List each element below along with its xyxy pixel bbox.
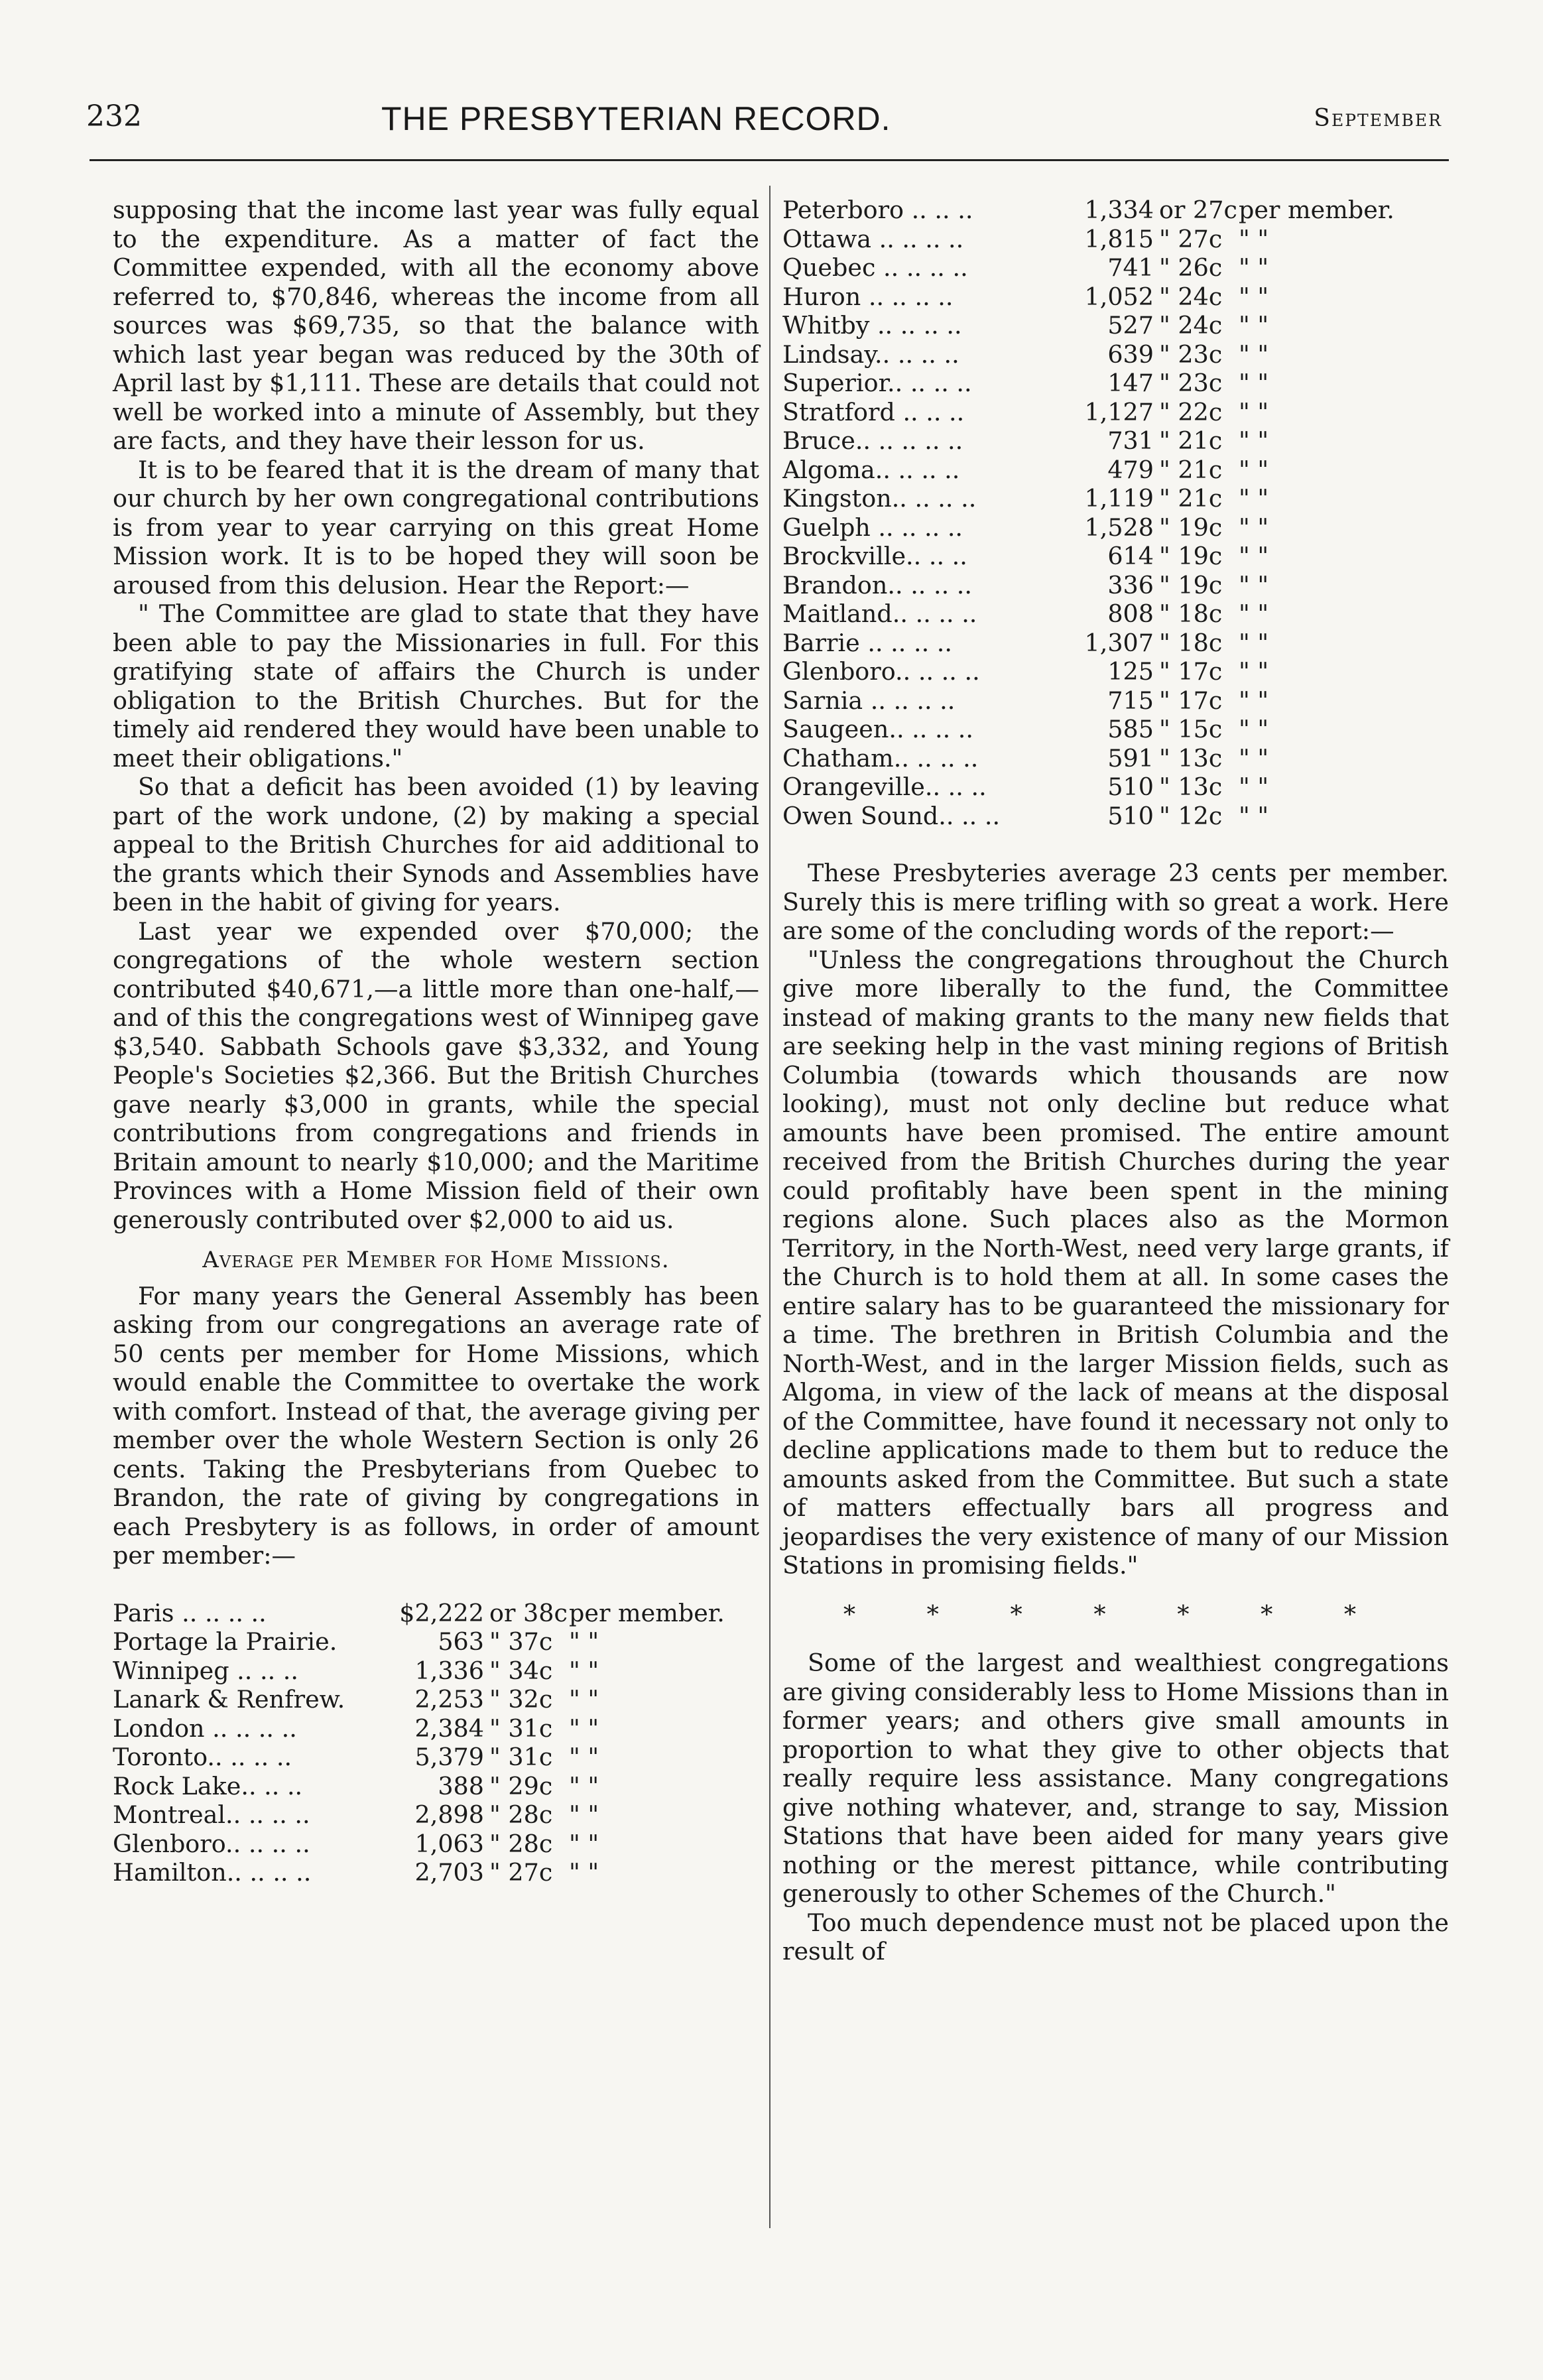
table-row [782,253,1449,282]
presbytery-name: Winnipeg .. .. .. [113,1656,298,1685]
rate-cell: " 21c [1159,484,1223,513]
table-row [782,225,1449,254]
per-member-cell: " " [569,1685,599,1714]
amount-cell: 1,052 [1084,282,1154,311]
table-row [113,1714,759,1743]
presbytery-name: Peterboro .. .. .. [782,196,973,224]
presbytery-name: Maitland.. .. .. .. [782,599,977,628]
rate-cell: " 19c [1159,570,1223,599]
rate-cell: " 24c [1159,282,1223,311]
presbytery-name: London .. .. .. .. [113,1714,297,1743]
rate-cell: " 21c [1159,426,1223,455]
per-member-cell: " " [1239,599,1269,628]
amount-cell: 510 [1107,773,1154,801]
per-member-cell: " " [569,1858,599,1887]
amount-cell: 1,119 [1084,484,1154,513]
per-member-cell: " " [1239,484,1269,513]
presbytery-name: Kingston.. .. .. .. [782,484,977,513]
presbytery-name: Whitby .. .. .. .. [782,311,962,340]
presbytery-name: Brandon.. .. .. .. [782,570,973,599]
table-row [782,196,1449,225]
rate-cell: " 19c [1159,542,1223,570]
amount-cell: 336 [1107,570,1154,599]
presbytery-name: Lindsay.. .. .. .. [782,340,959,369]
presbytery-name: Huron .. .. .. .. [782,282,954,311]
journal-title: THE PRESBYTERIAN RECORD. [381,100,891,137]
table-row [782,629,1449,658]
rate-cell: " 12c [1159,801,1223,830]
table-row [782,426,1449,456]
amount-cell: $2,222 [399,1598,484,1627]
paragraph: For many years the General Assembly has been asking from our congregations an average rate of 50 cents per member for Home Missions, which would enable the Committee to overtake the work with comfort. Instead of that, the average giving per member over the whole Western Section is only 26 cents. Taking the Presbyterians from Quebec to Brandon, the rate of giving by congregations in each Presbytery is as follows, in order of amount per member:— [113,1281,759,1570]
presbytery-name: Montreal.. .. .. .. [113,1800,310,1829]
per-member-cell: " " [1239,397,1269,426]
presbytery-name: Rock Lake.. .. .. [113,1771,303,1800]
rate-cell: " 17c [1159,686,1223,715]
amount-cell: 591 [1107,743,1154,773]
per-member-cell: " " [1239,657,1269,686]
rate-cell: " 37c [489,1627,553,1656]
table-row [782,744,1449,773]
table-row [782,599,1449,629]
per-member-cell: " " [1239,686,1269,715]
rate-cell: " 13c [1159,773,1223,801]
amount-cell: 527 [1107,311,1154,340]
paragraph: Last year we expended over $70,000; the congregations of the whole western section contributed $40,671,—a little more than one-half,—and of this the congregations west of Winnipeg gave $3,540. Sabbath Schools gave $3,332, and Young People's Societies $2,366. But the British Churches gave nearly $3,000 in grants, while the special contributions from congregations and friends in Britain amount to nearly $10,000; and the Maritime Provinces with a Home Mission field of their own generously contributed over $2,000 to aid us. [113,916,759,1234]
table-row [782,456,1449,485]
rate-cell: " 26c [1159,253,1223,282]
rate-cell: " 13c [1159,743,1223,773]
amount-cell: 388 [438,1771,484,1800]
section-break: * * * * * * * [843,1599,1389,1629]
rate-cell: " 31c [489,1714,553,1743]
presbytery-name: Barrie .. .. .. .. [782,628,952,657]
rate-cell: " 32c [489,1685,553,1714]
per-member-cell: " " [569,1829,599,1858]
amount-cell: 510 [1107,801,1154,830]
presbytery-name: Superior.. .. .. .. [782,369,972,397]
rate-cell: or 27c [1159,196,1237,224]
section-heading: Average per Member for Home Missions. [202,1247,670,1273]
per-member-cell: per member. [1239,196,1394,224]
column-divider [769,186,771,2228]
per-member-cell: " " [1239,773,1269,801]
presbytery-name: Lanark & Renfrew. [113,1685,345,1714]
presbytery-name: Chatham.. .. .. .. [782,743,979,773]
table-row [782,686,1449,716]
rate-cell: " 19c [1159,513,1223,542]
rate-cell: " 17c [1159,657,1223,686]
amount-cell: 1,336 [414,1656,484,1685]
amount-cell: 563 [438,1627,484,1656]
amount-cell: 731 [1107,426,1154,455]
table-row [782,340,1449,369]
paragraph: It is to be feared that it is the dream of many that our church by her own congregational contributions is from year to year carrying on this great Home Mission work. It is to be hoped they will soon be aroused from this delusion. Hear the Report:— [113,455,759,599]
table-row [782,657,1449,686]
per-member-cell: " " [1239,311,1269,340]
table-row [113,1830,759,1859]
rate-cell: " 27c [1159,224,1223,253]
amount-cell: 1,334 [1084,196,1154,224]
presbytery-name: Orangeville.. .. .. [782,773,987,801]
rate-cell: " 15c [1159,715,1223,743]
presbytery-name: Ottawa .. .. .. .. [782,224,964,253]
table-row [782,484,1449,513]
amount-cell: 2,898 [414,1800,484,1829]
table-row [782,311,1449,340]
per-member-cell: " " [569,1771,599,1800]
header-rule [90,159,1449,161]
per-member-cell: " " [1239,542,1269,570]
per-member-cell: " " [1239,253,1269,282]
amount-cell: 1,307 [1084,628,1154,657]
presbytery-name: Glenboro.. .. .. .. [113,1829,310,1858]
presbytery-table [782,196,1449,830]
amount-cell: 741 [1107,253,1154,282]
per-member-cell: " " [1239,570,1269,599]
amount-cell: 585 [1107,715,1154,743]
per-member-cell: " " [1239,715,1269,743]
presbytery-name: Brockville.. .. .. [782,542,967,570]
rate-cell: " 28c [489,1800,553,1829]
table-row [782,802,1449,831]
amount-cell: 1,528 [1084,513,1154,542]
table-row [113,1743,759,1772]
table-row [782,571,1449,600]
presbytery-name: Owen Sound.. .. .. [782,801,1001,830]
amount-cell: 2,703 [414,1858,484,1887]
page-header [76,99,1455,153]
rate-cell: " 29c [489,1771,553,1800]
paragraph: These Presbyteries average 23 cents per member. Surely this is mere trifling with so great a work. Here are some of the concluding words of the report:— [782,859,1449,945]
presbytery-name: Guelph .. .. .. .. [782,513,963,542]
rate-cell: " 27c [489,1858,553,1887]
table-row [113,1657,759,1686]
rate-cell: " 23c [1159,340,1223,369]
amount-cell: 614 [1107,542,1154,570]
per-member-cell: " " [569,1800,599,1829]
per-member-cell: " " [1239,282,1269,311]
presbytery-name: Toronto.. .. .. .. [113,1743,292,1771]
rate-cell: " 28c [489,1829,553,1858]
paragraph: Some of the largest and wealthiest congregations are giving considerably less to Home Missions than in former years; and others give small amounts in proportion to what they give to other objects that really require less assistance. Many congregations give nothing whatever, and, strange to say, Mission Stations that have been aided for many years give nothing or the merest pittance, while contributing generously to other Schemes of the Church." [782,1649,1449,1908]
presbytery-name: Quebec .. .. .. .. [782,253,968,282]
table-row [113,1772,759,1801]
right-column [782,196,1449,1966]
presbytery-name: Sarnia .. .. .. .. [782,686,956,715]
table-row [113,1599,759,1628]
table-row [113,1858,759,1887]
table-row [113,1685,759,1714]
amount-cell: 5,379 [414,1743,484,1771]
amount-cell: 1,063 [414,1829,484,1858]
table-row [782,282,1449,312]
per-member-cell: " " [1239,426,1269,455]
amount-cell: 715 [1107,686,1154,715]
rate-cell: " 31c [489,1743,553,1771]
presbytery-name: Bruce.. .. .. .. .. [782,426,963,455]
amount-cell: 1,127 [1084,397,1154,426]
rate-cell: " 21c [1159,455,1223,484]
per-member-cell: " " [569,1714,599,1743]
issue-month: September [1314,105,1442,132]
table-row [782,369,1449,398]
table-row [782,398,1449,427]
per-member-cell: " " [1239,628,1269,657]
per-member-cell: " " [1239,224,1269,253]
paragraph: "Unless the congregations throughout the Church give more liberally to the fund, the Committee instead of making grants to the many new fields that are seeking help in the vast mining regions of British Columbia (towards which thousands are now looking), must not only decline but reduce what amounts have been promised. The entire amount received from the British Churches during the year could profitably have been spent in the mining regions alone. Such places also as the Mormon Territory, in the North-West, need very large grants, if the Church is to hold them at all. In some cases the entire salary has to be guaranteed the missionary for a time. The brethren in British Columbia and the North-West, and in the larger Mission fields, such as Algoma, in view of the lack of means at the disposal of the Committee, have found it necessary not only to decline applications made to them but to reduce the amounts asked from the Committee. But such a state of matters effectually bars all progress and jeopardises the very existence of many of our Mission Stations in promising fields." [782,945,1449,1580]
per-member-cell: " " [569,1627,599,1656]
presbytery-name: Stratford .. .. .. [782,397,965,426]
table-row [113,1800,759,1830]
table-row [782,773,1449,802]
amount-cell: 808 [1107,599,1154,628]
presbytery-name: Paris .. .. .. .. [113,1598,267,1627]
amount-cell: 1,815 [1084,224,1154,253]
left-column [113,196,759,1887]
rate-cell: or 38c [489,1598,568,1627]
presbytery-table [113,1599,759,1887]
per-member-cell: " " [1239,801,1269,830]
presbytery-name: Hamilton.. .. .. .. [113,1858,312,1887]
rate-cell: " 18c [1159,599,1223,628]
per-member-cell: " " [1239,513,1269,542]
paragraph: supposing that the income last year was fully equal to the expenditure. As a matter of fact the Committee expended, with all the economy above referred to, $70,846, whereas the income from all sources was $69,735, so that the balance with which last year began was reduced by the 30th of April last by $1,111. These are details that could not well be worked into a minute of Assembly, but they are facts, and they have their lesson for us. [113,196,759,455]
amount-cell: 125 [1107,657,1154,686]
rate-cell: " 24c [1159,311,1223,340]
per-member-cell: " " [1239,369,1269,397]
table-row [782,513,1449,542]
rate-cell: " 22c [1159,397,1223,426]
rate-cell: " 34c [489,1656,553,1685]
amount-cell: 2,253 [414,1685,484,1714]
presbytery-name: Algoma.. .. .. .. [782,455,960,484]
rate-cell: " 18c [1159,628,1223,657]
presbytery-name: Glenboro.. .. .. .. [782,657,980,686]
presbytery-name: Portage la Prairie. [113,1627,338,1656]
table-row [782,715,1449,744]
page-number: 232 [86,99,142,133]
per-member-cell: " " [1239,743,1269,773]
rate-cell: " 23c [1159,369,1223,397]
per-member-cell: " " [569,1743,599,1771]
amount-cell: 2,384 [414,1714,484,1743]
amount-cell: 479 [1107,455,1154,484]
amount-cell: 147 [1107,369,1154,397]
table-row [782,542,1449,571]
per-member-cell: " " [1239,340,1269,369]
per-member-cell: " " [569,1656,599,1685]
per-member-cell: per member. [569,1598,725,1627]
per-member-cell: " " [1239,455,1269,484]
table-row [113,1627,759,1657]
paragraph: So that a deficit has been avoided (1) by leaving part of the work undone, (2) by making a special appeal to the British Churches for aid additional to the grants which their Synods and Assemblies have been in the habit of giving for years. [113,773,759,916]
paragraph: Too much dependence must not be placed upon the result of [782,1908,1449,1966]
paragraph: " The Committee are glad to state that they have been able to pay the Missionaries in full. For this gratifying state of affairs the Church is under obligation to the British Churches. But for the timely aid rendered they would have been unable to meet their obligations." [113,599,759,773]
amount-cell: 639 [1107,340,1154,369]
presbytery-name: Saugeen.. .. .. .. [782,715,973,743]
